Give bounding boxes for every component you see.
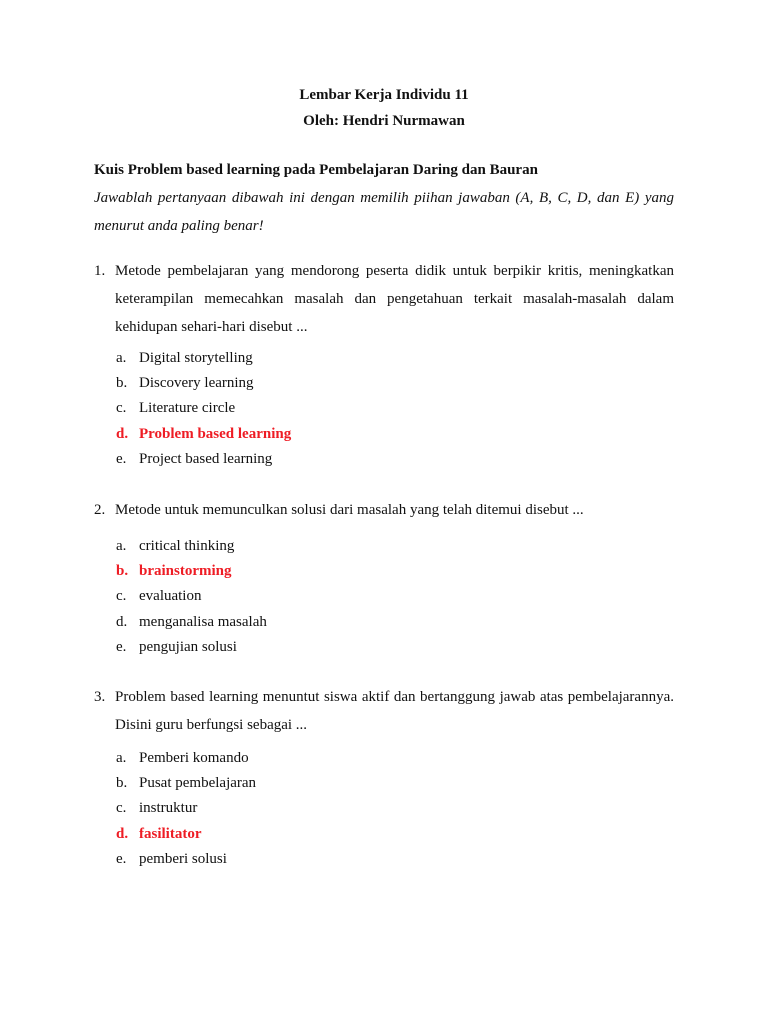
question-number: 2. (94, 502, 106, 518)
option-text: Literature circle (139, 400, 236, 417)
option-text: fasilitator (139, 825, 202, 842)
document-author: Oleh: Hendri Nurmawan (303, 113, 465, 129)
option-text: Pusat pembelajaran (139, 775, 257, 792)
question-text: Problem based learning menuntut siswa aktif dan bertanggung jawab atas pembelajarannya. Disini guru berfungsi sebagai ... (115, 689, 674, 733)
option-text: menganalisa masalah (139, 613, 267, 630)
question-1 (94, 257, 674, 341)
option-letter: b. (116, 775, 128, 792)
option-text: pengujian solusi (139, 638, 237, 655)
quiz-instruction: Jawablah pertanyaan dibawah ini dengan memilih piihan jawaban (A, B, C, D, dan E) yang menurut anda paling benar! (94, 190, 674, 234)
question-text: Metode untuk memunculkan solusi dari masalah yang telah ditemui disebut ... (115, 502, 584, 518)
option-letter: e. (116, 850, 127, 867)
quiz-title: Kuis Problem based learning pada Pembelajaran Daring dan Bauran (94, 162, 538, 178)
question-text: Metode pembelajaran yang mendorong peserta didik untuk berpikir kritis, meningkatkan keterampilan memecahkan masalah dan pengetahuan terkait masalah-masalah dalam kehidupan sehari-hari disebut ... (115, 263, 674, 335)
option-text: critical thinking (139, 538, 235, 554)
option-letter: e. (116, 450, 127, 467)
option-text: evaluation (139, 588, 202, 605)
option-letter: a. (116, 350, 127, 366)
option-letter: e. (116, 638, 127, 655)
option-letter: d. (116, 613, 128, 630)
option-text: Pemberi komando (139, 750, 249, 766)
option-letter: d. (116, 825, 129, 842)
option-letter: d. (116, 425, 129, 442)
option-letter: c. (116, 588, 127, 605)
question-number: 1. (94, 263, 106, 279)
option-text: Project based learning (139, 450, 273, 467)
option-letter: a. (116, 750, 127, 766)
question-3 (94, 683, 674, 739)
option-text: Problem based learning (139, 425, 292, 442)
question-number: 3. (94, 689, 106, 705)
option-text: pemberi solusi (139, 850, 227, 867)
option-letter: c. (116, 800, 127, 817)
option-text: instruktur (139, 800, 198, 817)
option-text: brainstorming (139, 563, 232, 580)
question-2 (94, 496, 674, 524)
option-letter: c. (116, 400, 127, 417)
option-text: Digital storytelling (139, 350, 253, 366)
document-title: Lembar Kerja Individu 11 (299, 87, 469, 103)
option-letter: a. (116, 538, 127, 554)
option-letter: b. (116, 563, 129, 580)
option-letter: b. (116, 375, 128, 392)
option-text: Discovery learning (139, 375, 254, 392)
